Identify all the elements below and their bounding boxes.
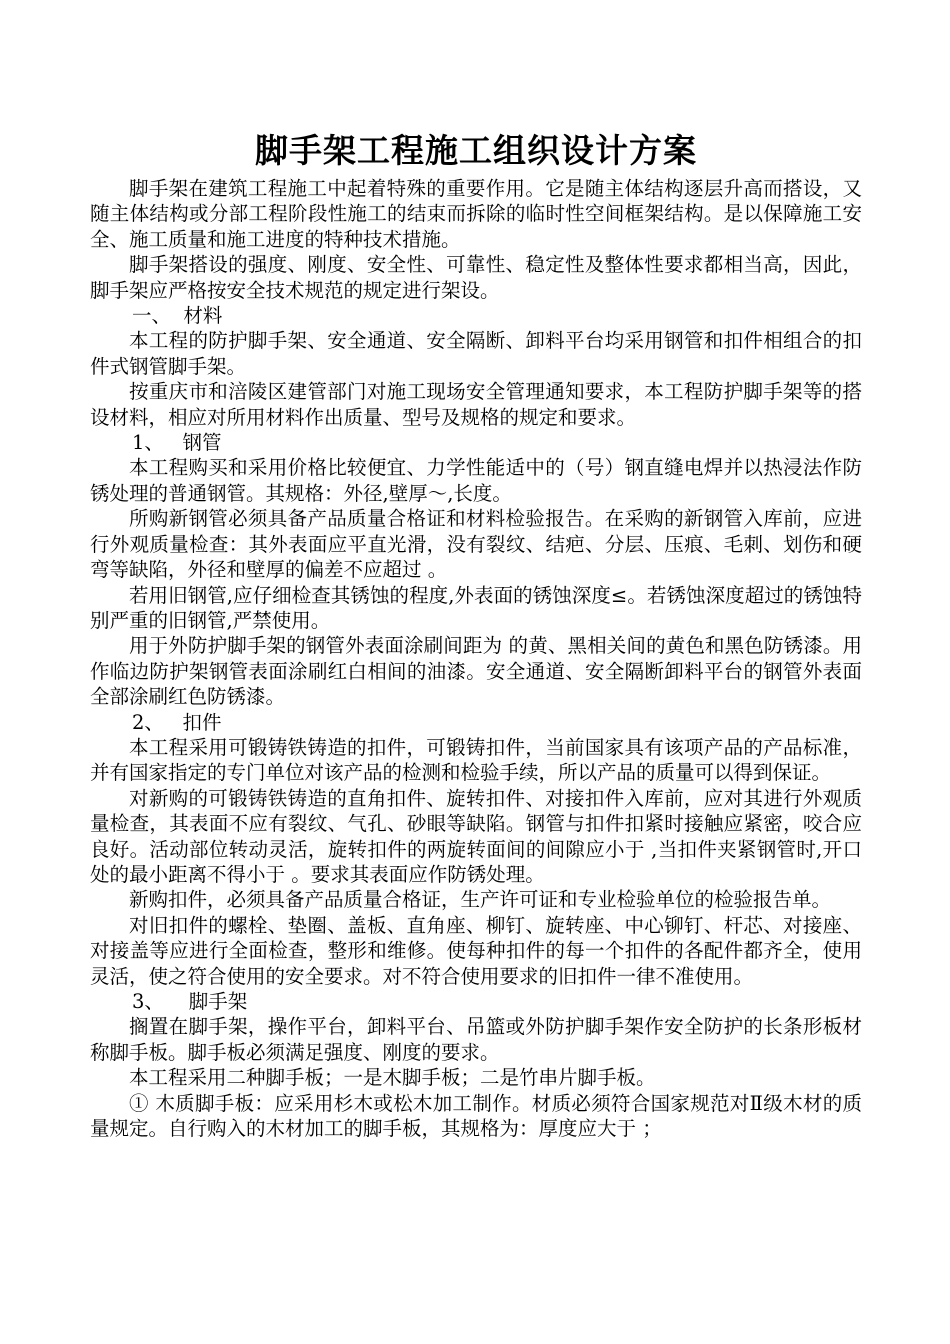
paragraph-fasteners-certificates: 新购扣件，必须具备产品质量合格证，生产许可证和专业检验单位的检验报告单。 <box>129 888 832 912</box>
paragraph-fasteners-inspection: 对新购的可锻铸铁铸造的直角扣件、旋转扣件、对接扣件入库前，应对其进行外观质量检查，其表面不应有裂纹、气孔、砂眼等缺陷。钢管与扣件扣紧时接触应紧密，咬合应良好。活动部位转动灵活，旋转扣件的两旋转面间的间隙应小于 ,当扣件夹紧钢管时,开口处的最小距离不得小于 。要求其表面应作防锈处理。 <box>90 786 862 886</box>
paragraph-materials-scope: 本工程的防护脚手架、安全通道、安全隔断、卸料平台均采用钢管和扣件相组合的扣件式钢管脚手架。 <box>90 329 862 378</box>
subsection-heading-steel-pipe: 1、 钢管 <box>132 431 222 455</box>
section-heading-materials: 一、 材料 <box>132 304 223 328</box>
paragraph-steel-pipe-spec: 本工程购买和采用价格比较便宜、力学性能适中的（号）钢直缝电焊并以热浸法作防锈处理的普通钢管。其规格：外径,壁厚～,长度。 <box>90 456 862 505</box>
paragraph-requirements: 脚手架搭设的强度、刚度、安全性、可靠性、稳定性及整体性要求都相当高，因此，脚手架应严格按安全技术规范的规定进行架设。 <box>90 253 862 302</box>
paragraph-steel-pipe-paint: 用于外防护脚手架的钢管外表面涂刷间距为 的黄、黑相关间的黄色和黑色防锈漆。用作临边防护架钢管表面涂刷红白相间的油漆。安全通道、安全隔断卸料平台的钢管外表面全部涂刷红色防锈漆。 <box>90 634 862 709</box>
document-page <box>90 128 862 1141</box>
paragraph-intro: 脚手架在建筑工程施工中起着特殊的重要作用。它是随主体结构逐层升高而搭设，又随主体结构或分部工程阶段性施工的结束而拆除的临时性空间框架结构。是以保障施工安全、施工质量和施工进度的特种技术措施。 <box>90 177 862 251</box>
paragraph-steel-pipe-inspection: 所购新钢管必须具备产品质量合格证和材料检验报告。在采购的新钢管入库前，应进行外观质量检查：其外表面应平直光滑，没有裂纹、结疤、分层、压痕、毛刺、划伤和硬弯等缺陷，外径和壁厚的偏差不应超过 。 <box>90 507 862 582</box>
paragraph-scaffold-board-definition: 搁置在脚手架，操作平台，卸料平台、吊篮或外防护脚手架作安全防护的长条形板材称脚手板。脚手板必须满足强度、刚度的要求。 <box>90 1015 862 1064</box>
paragraph-old-steel-pipe: 若用旧钢管,应仔细检查其锈蚀的程度,外表面的锈蚀深度≤。若锈蚀深度超过的锈蚀特别严重的旧钢管,严禁使用。 <box>90 583 862 632</box>
paragraph-wood-scaffold-board: ① 木质脚手板：应采用杉木或松木加工制作。材质必须符合国家规范对Ⅱ级木材的质量规定。自行购入的木材加工的脚手板，其规格为：厚度应大于 ； <box>90 1091 862 1141</box>
subsection-heading-scaffold-board: 3、 脚手架 <box>132 990 248 1013</box>
paragraph-scaffold-board-types: 本工程采用二种脚手板；一是木脚手板；二是竹串片脚手板。 <box>129 1066 656 1090</box>
subsection-heading-fasteners: 2、 扣件 <box>132 710 222 734</box>
paragraph-old-fasteners: 对旧扣件的螺栓、垫圈、盖板、直角座、柳钉、旋转座、中心铆钉、杆芯、对接座、对接盖等应进行全面检查，整形和维修。使每种扣件的每一个扣件的各配件都齐全，使用灵活，使之符合使用的安全要求。对不符合使用要求的旧扣件一律不准使用。 <box>90 913 862 988</box>
document-title: 脚手架工程施工组织设计方案 <box>255 131 697 170</box>
paragraph-materials-rules: 按重庆市和涪陵区建管部门对施工现场安全管理通知要求，本工程防护脚手架等的搭设材料，相应对所用材料作出质量、型号及规格的规定和要求。 <box>90 380 862 429</box>
paragraph-fasteners-source: 本工程采用可锻铸铁铸造的扣件，可锻铸扣件，当前国家具有该项产品的产品标准，并有国家指定的专门单位对该产品的检测和检验手续，所以产品的质量可以得到保证。 <box>90 735 862 785</box>
